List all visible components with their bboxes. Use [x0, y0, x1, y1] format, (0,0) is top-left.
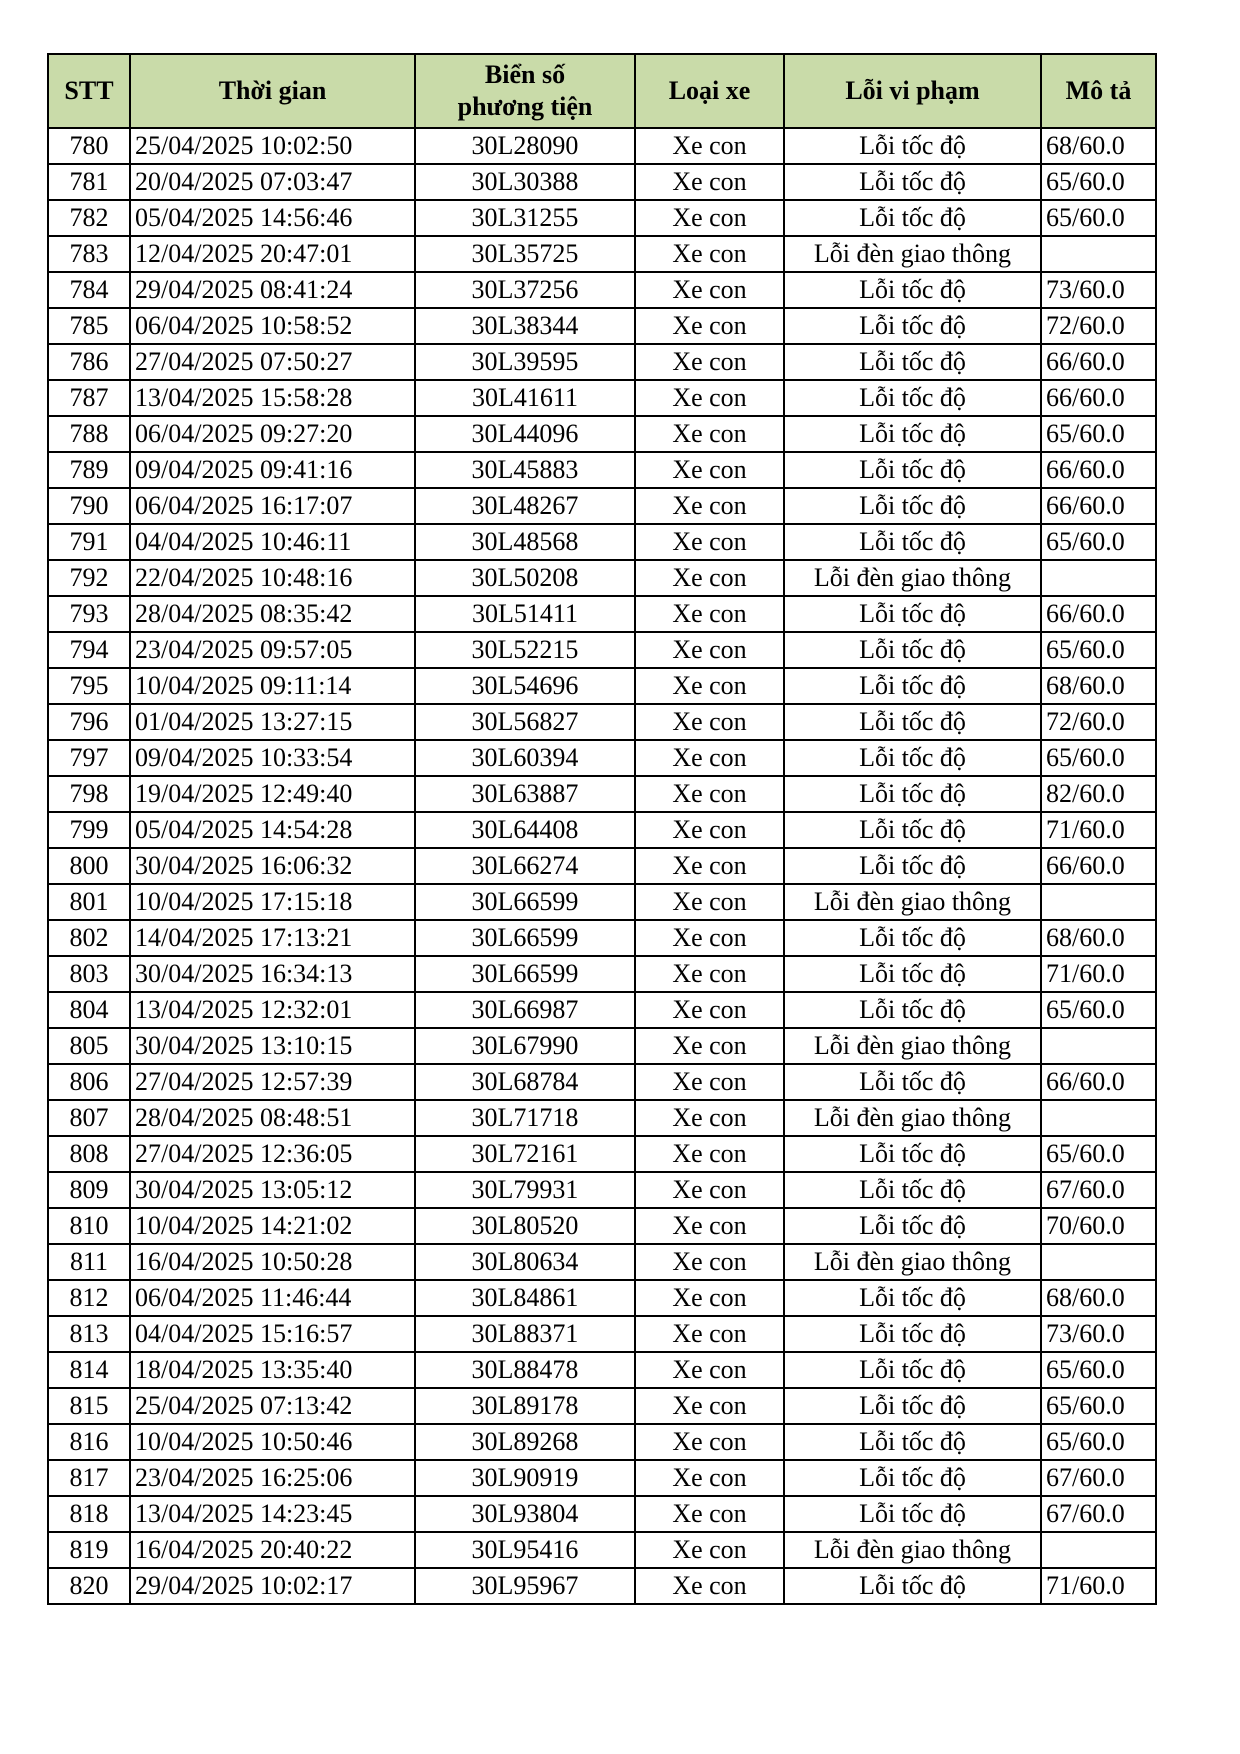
cell-stt: 818 [48, 1496, 130, 1532]
cell-violation: Lỗi tốc độ [784, 668, 1041, 704]
cell-time: 06/04/2025 16:17:07 [130, 488, 415, 524]
cell-time: 05/04/2025 14:56:46 [130, 200, 415, 236]
cell-vehicle-type: Xe con [635, 308, 784, 344]
cell-stt: 808 [48, 1136, 130, 1172]
cell-plate: 30L54696 [415, 668, 635, 704]
cell-plate: 30L84861 [415, 1280, 635, 1316]
cell-plate: 30L48568 [415, 524, 635, 560]
cell-time: 09/04/2025 09:41:16 [130, 452, 415, 488]
cell-stt: 782 [48, 200, 130, 236]
cell-plate: 30L66274 [415, 848, 635, 884]
cell-description [1041, 884, 1156, 920]
table-row [48, 596, 1156, 632]
violations-table [47, 53, 1157, 1605]
cell-time: 22/04/2025 10:48:16 [130, 560, 415, 596]
cell-vehicle-type: Xe con [635, 344, 784, 380]
cell-description: 65/60.0 [1041, 164, 1156, 200]
cell-vehicle-type: Xe con [635, 740, 784, 776]
cell-vehicle-type: Xe con [635, 272, 784, 308]
header-type: Loại xe [635, 54, 784, 128]
cell-stt: 785 [48, 308, 130, 344]
cell-stt: 799 [48, 812, 130, 848]
cell-description: 68/60.0 [1041, 128, 1156, 164]
cell-description: 68/60.0 [1041, 668, 1156, 704]
cell-stt: 802 [48, 920, 130, 956]
cell-time: 06/04/2025 09:27:20 [130, 416, 415, 452]
table-row [48, 1100, 1156, 1136]
header-plate-line1: Biển số [484, 60, 566, 89]
cell-plate: 30L51411 [415, 596, 635, 632]
table-row [48, 1388, 1156, 1424]
table-row [48, 920, 1156, 956]
cell-stt: 804 [48, 992, 130, 1028]
cell-vehicle-type: Xe con [635, 848, 784, 884]
cell-vehicle-type: Xe con [635, 956, 784, 992]
cell-vehicle-type: Xe con [635, 776, 784, 812]
cell-time: 30/04/2025 16:06:32 [130, 848, 415, 884]
cell-violation: Lỗi tốc độ [784, 992, 1041, 1028]
cell-time: 12/04/2025 20:47:01 [130, 236, 415, 272]
cell-vehicle-type: Xe con [635, 596, 784, 632]
cell-description: 65/60.0 [1041, 416, 1156, 452]
cell-vehicle-type: Xe con [635, 416, 784, 452]
cell-plate: 30L30388 [415, 164, 635, 200]
cell-description: 73/60.0 [1041, 272, 1156, 308]
cell-vehicle-type: Xe con [635, 1424, 784, 1460]
cell-description: 65/60.0 [1041, 1424, 1156, 1460]
cell-plate: 30L95416 [415, 1532, 635, 1568]
cell-vehicle-type: Xe con [635, 992, 784, 1028]
cell-plate: 30L50208 [415, 560, 635, 596]
table-row [48, 1316, 1156, 1352]
cell-description: 68/60.0 [1041, 1280, 1156, 1316]
table-row [48, 128, 1156, 164]
cell-description: 71/60.0 [1041, 956, 1156, 992]
cell-stt: 797 [48, 740, 130, 776]
cell-time: 27/04/2025 12:57:39 [130, 1064, 415, 1100]
table-row [48, 560, 1156, 596]
cell-violation: Lỗi đèn giao thông [784, 1028, 1041, 1064]
cell-plate: 30L44096 [415, 416, 635, 452]
table-row [48, 740, 1156, 776]
cell-vehicle-type: Xe con [635, 1316, 784, 1352]
table-row [48, 884, 1156, 920]
cell-time: 06/04/2025 10:58:52 [130, 308, 415, 344]
table-row [48, 1028, 1156, 1064]
cell-violation: Lỗi tốc độ [784, 416, 1041, 452]
cell-plate: 30L66599 [415, 956, 635, 992]
cell-violation: Lỗi đèn giao thông [784, 560, 1041, 596]
cell-stt: 789 [48, 452, 130, 488]
cell-vehicle-type: Xe con [635, 1532, 784, 1568]
table-row [48, 344, 1156, 380]
cell-description: 72/60.0 [1041, 704, 1156, 740]
table-row [48, 956, 1156, 992]
cell-plate: 30L68784 [415, 1064, 635, 1100]
table-row [48, 308, 1156, 344]
cell-description: 68/60.0 [1041, 920, 1156, 956]
cell-stt: 800 [48, 848, 130, 884]
cell-violation: Lỗi tốc độ [784, 200, 1041, 236]
cell-stt: 814 [48, 1352, 130, 1388]
cell-vehicle-type: Xe con [635, 920, 784, 956]
cell-stt: 791 [48, 524, 130, 560]
cell-vehicle-type: Xe con [635, 1028, 784, 1064]
cell-stt: 816 [48, 1424, 130, 1460]
cell-stt: 784 [48, 272, 130, 308]
cell-stt: 805 [48, 1028, 130, 1064]
cell-stt: 812 [48, 1280, 130, 1316]
header-time: Thời gian [130, 54, 415, 128]
cell-vehicle-type: Xe con [635, 236, 784, 272]
table-row [48, 1496, 1156, 1532]
cell-stt: 798 [48, 776, 130, 812]
cell-plate: 30L28090 [415, 128, 635, 164]
cell-plate: 30L71718 [415, 1100, 635, 1136]
cell-description: 67/60.0 [1041, 1172, 1156, 1208]
cell-stt: 810 [48, 1208, 130, 1244]
cell-description: 66/60.0 [1041, 848, 1156, 884]
cell-vehicle-type: Xe con [635, 200, 784, 236]
table-row [48, 812, 1156, 848]
cell-stt: 783 [48, 236, 130, 272]
table-row [48, 1280, 1156, 1316]
cell-description [1041, 1028, 1156, 1064]
cell-time: 10/04/2025 14:21:02 [130, 1208, 415, 1244]
cell-violation: Lỗi tốc độ [784, 1460, 1041, 1496]
cell-plate: 30L45883 [415, 452, 635, 488]
cell-stt: 819 [48, 1532, 130, 1568]
cell-plate: 30L41611 [415, 380, 635, 416]
header-row [48, 54, 1156, 128]
table-row [48, 1064, 1156, 1100]
cell-time: 27/04/2025 07:50:27 [130, 344, 415, 380]
cell-time: 01/04/2025 13:27:15 [130, 704, 415, 740]
table-row [48, 1208, 1156, 1244]
cell-stt: 788 [48, 416, 130, 452]
cell-description [1041, 1244, 1156, 1280]
cell-stt: 807 [48, 1100, 130, 1136]
cell-violation: Lỗi tốc độ [784, 596, 1041, 632]
cell-stt: 795 [48, 668, 130, 704]
cell-stt: 801 [48, 884, 130, 920]
cell-plate: 30L56827 [415, 704, 635, 740]
header-plate [415, 54, 635, 128]
table-row [48, 1172, 1156, 1208]
cell-description: 72/60.0 [1041, 308, 1156, 344]
cell-stt: 809 [48, 1172, 130, 1208]
cell-time: 29/04/2025 10:02:17 [130, 1568, 415, 1604]
cell-plate: 30L80634 [415, 1244, 635, 1280]
cell-description: 65/60.0 [1041, 740, 1156, 776]
cell-plate: 30L38344 [415, 308, 635, 344]
cell-violation: Lỗi tốc độ [784, 812, 1041, 848]
cell-plate: 30L66599 [415, 920, 635, 956]
cell-description: 65/60.0 [1041, 1352, 1156, 1388]
cell-plate: 30L52215 [415, 632, 635, 668]
table-row [48, 992, 1156, 1028]
table-row [48, 776, 1156, 812]
cell-stt: 793 [48, 596, 130, 632]
cell-vehicle-type: Xe con [635, 560, 784, 596]
cell-stt: 803 [48, 956, 130, 992]
table-header [48, 54, 1156, 128]
cell-time: 16/04/2025 10:50:28 [130, 1244, 415, 1280]
header-desc: Mô tả [1041, 54, 1156, 128]
table-row [48, 848, 1156, 884]
cell-violation: Lỗi tốc độ [784, 920, 1041, 956]
cell-time: 10/04/2025 17:15:18 [130, 884, 415, 920]
cell-violation: Lỗi tốc độ [784, 344, 1041, 380]
cell-plate: 30L88478 [415, 1352, 635, 1388]
cell-stt: 811 [48, 1244, 130, 1280]
cell-plate: 30L95967 [415, 1568, 635, 1604]
cell-plate: 30L90919 [415, 1460, 635, 1496]
cell-vehicle-type: Xe con [635, 1136, 784, 1172]
cell-plate: 30L60394 [415, 740, 635, 776]
cell-time: 09/04/2025 10:33:54 [130, 740, 415, 776]
cell-vehicle-type: Xe con [635, 1568, 784, 1604]
cell-description: 71/60.0 [1041, 812, 1156, 848]
cell-violation: Lỗi tốc độ [784, 1568, 1041, 1604]
cell-violation: Lỗi tốc độ [784, 452, 1041, 488]
cell-vehicle-type: Xe con [635, 1100, 784, 1136]
cell-description: 65/60.0 [1041, 632, 1156, 668]
cell-time: 27/04/2025 12:36:05 [130, 1136, 415, 1172]
table-row [48, 1352, 1156, 1388]
cell-plate: 30L72161 [415, 1136, 635, 1172]
cell-plate: 30L48267 [415, 488, 635, 524]
cell-description: 66/60.0 [1041, 1064, 1156, 1100]
table-row [48, 488, 1156, 524]
cell-time: 30/04/2025 16:34:13 [130, 956, 415, 992]
cell-plate: 30L39595 [415, 344, 635, 380]
cell-vehicle-type: Xe con [635, 632, 784, 668]
cell-violation: Lỗi tốc độ [784, 1352, 1041, 1388]
header-stt: STT [48, 54, 130, 128]
table-row [48, 704, 1156, 740]
cell-time: 16/04/2025 20:40:22 [130, 1532, 415, 1568]
cell-vehicle-type: Xe con [635, 1352, 784, 1388]
cell-vehicle-type: Xe con [635, 704, 784, 740]
cell-vehicle-type: Xe con [635, 1064, 784, 1100]
cell-violation: Lỗi đèn giao thông [784, 1244, 1041, 1280]
table-body [48, 128, 1156, 1604]
cell-vehicle-type: Xe con [635, 164, 784, 200]
cell-vehicle-type: Xe con [635, 488, 784, 524]
cell-stt: 796 [48, 704, 130, 740]
table-row [48, 452, 1156, 488]
cell-time: 04/04/2025 10:46:11 [130, 524, 415, 560]
cell-time: 18/04/2025 13:35:40 [130, 1352, 415, 1388]
cell-violation: Lỗi đèn giao thông [784, 236, 1041, 272]
cell-vehicle-type: Xe con [635, 1388, 784, 1424]
cell-time: 20/04/2025 07:03:47 [130, 164, 415, 200]
cell-time: 10/04/2025 09:11:14 [130, 668, 415, 704]
cell-violation: Lỗi tốc độ [784, 1136, 1041, 1172]
cell-vehicle-type: Xe con [635, 1208, 784, 1244]
cell-stt: 794 [48, 632, 130, 668]
cell-violation: Lỗi tốc độ [784, 632, 1041, 668]
table-row [48, 1532, 1156, 1568]
cell-violation: Lỗi tốc độ [784, 1208, 1041, 1244]
cell-description: 66/60.0 [1041, 344, 1156, 380]
cell-time: 14/04/2025 17:13:21 [130, 920, 415, 956]
cell-vehicle-type: Xe con [635, 1460, 784, 1496]
table-row [48, 272, 1156, 308]
table-row [48, 380, 1156, 416]
cell-violation: Lỗi tốc độ [784, 848, 1041, 884]
cell-plate: 30L80520 [415, 1208, 635, 1244]
cell-plate: 30L66599 [415, 884, 635, 920]
cell-description: 66/60.0 [1041, 596, 1156, 632]
cell-time: 19/04/2025 12:49:40 [130, 776, 415, 812]
cell-time: 13/04/2025 15:58:28 [130, 380, 415, 416]
cell-plate: 30L37256 [415, 272, 635, 308]
cell-violation: Lỗi tốc độ [784, 740, 1041, 776]
cell-time: 13/04/2025 14:23:45 [130, 1496, 415, 1532]
cell-stt: 792 [48, 560, 130, 596]
cell-violation: Lỗi đèn giao thông [784, 884, 1041, 920]
cell-description: 70/60.0 [1041, 1208, 1156, 1244]
cell-violation: Lỗi đèn giao thông [784, 1100, 1041, 1136]
cell-description: 65/60.0 [1041, 992, 1156, 1028]
cell-time: 28/04/2025 08:48:51 [130, 1100, 415, 1136]
cell-stt: 813 [48, 1316, 130, 1352]
header-plate-line2: phương tiện [457, 92, 593, 121]
cell-description [1041, 1100, 1156, 1136]
cell-stt: 786 [48, 344, 130, 380]
cell-vehicle-type: Xe con [635, 812, 784, 848]
table-row [48, 164, 1156, 200]
table-row [48, 632, 1156, 668]
cell-plate: 30L67990 [415, 1028, 635, 1064]
cell-violation: Lỗi tốc độ [784, 272, 1041, 308]
cell-time: 30/04/2025 13:05:12 [130, 1172, 415, 1208]
table-row [48, 1136, 1156, 1172]
cell-plate: 30L64408 [415, 812, 635, 848]
cell-vehicle-type: Xe con [635, 524, 784, 560]
cell-description: 82/60.0 [1041, 776, 1156, 812]
table-row [48, 416, 1156, 452]
cell-plate: 30L63887 [415, 776, 635, 812]
cell-description [1041, 560, 1156, 596]
cell-time: 23/04/2025 09:57:05 [130, 632, 415, 668]
cell-description: 66/60.0 [1041, 488, 1156, 524]
cell-vehicle-type: Xe con [635, 884, 784, 920]
table-row [48, 1460, 1156, 1496]
cell-stt: 780 [48, 128, 130, 164]
cell-violation: Lỗi tốc độ [784, 308, 1041, 344]
cell-violation: Lỗi tốc độ [784, 1172, 1041, 1208]
cell-description [1041, 1532, 1156, 1568]
table-row [48, 668, 1156, 704]
cell-stt: 787 [48, 380, 130, 416]
cell-time: 06/04/2025 11:46:44 [130, 1280, 415, 1316]
cell-time: 30/04/2025 13:10:15 [130, 1028, 415, 1064]
cell-plate: 30L35725 [415, 236, 635, 272]
cell-vehicle-type: Xe con [635, 452, 784, 488]
cell-time: 25/04/2025 07:13:42 [130, 1388, 415, 1424]
cell-violation: Lỗi tốc độ [784, 1496, 1041, 1532]
cell-plate: 30L93804 [415, 1496, 635, 1532]
cell-violation: Lỗi tốc độ [784, 1316, 1041, 1352]
cell-vehicle-type: Xe con [635, 1172, 784, 1208]
cell-description: 65/60.0 [1041, 1136, 1156, 1172]
cell-violation: Lỗi tốc độ [784, 776, 1041, 812]
cell-violation: Lỗi tốc độ [784, 164, 1041, 200]
cell-violation: Lỗi tốc độ [784, 128, 1041, 164]
cell-time: 29/04/2025 08:41:24 [130, 272, 415, 308]
cell-violation: Lỗi tốc độ [784, 1388, 1041, 1424]
cell-violation: Lỗi tốc độ [784, 1424, 1041, 1460]
cell-description: 66/60.0 [1041, 380, 1156, 416]
cell-violation: Lỗi tốc độ [784, 1280, 1041, 1316]
cell-description: 65/60.0 [1041, 1388, 1156, 1424]
cell-stt: 817 [48, 1460, 130, 1496]
cell-description: 67/60.0 [1041, 1460, 1156, 1496]
header-error: Lỗi vi phạm [784, 54, 1041, 128]
cell-description: 65/60.0 [1041, 200, 1156, 236]
cell-stt: 820 [48, 1568, 130, 1604]
cell-description: 66/60.0 [1041, 452, 1156, 488]
cell-plate: 30L89178 [415, 1388, 635, 1424]
cell-time: 13/04/2025 12:32:01 [130, 992, 415, 1028]
table-row [48, 200, 1156, 236]
cell-violation: Lỗi tốc độ [784, 956, 1041, 992]
table-row [48, 236, 1156, 272]
cell-vehicle-type: Xe con [635, 668, 784, 704]
cell-vehicle-type: Xe con [635, 1244, 784, 1280]
cell-time: 05/04/2025 14:54:28 [130, 812, 415, 848]
cell-violation: Lỗi tốc độ [784, 488, 1041, 524]
cell-plate: 30L79931 [415, 1172, 635, 1208]
cell-vehicle-type: Xe con [635, 380, 784, 416]
cell-violation: Lỗi tốc độ [784, 1064, 1041, 1100]
cell-vehicle-type: Xe con [635, 1496, 784, 1532]
cell-violation: Lỗi tốc độ [784, 524, 1041, 560]
cell-stt: 806 [48, 1064, 130, 1100]
cell-description [1041, 236, 1156, 272]
cell-vehicle-type: Xe con [635, 128, 784, 164]
cell-stt: 790 [48, 488, 130, 524]
cell-time: 23/04/2025 16:25:06 [130, 1460, 415, 1496]
cell-violation: Lỗi tốc độ [784, 380, 1041, 416]
cell-time: 10/04/2025 10:50:46 [130, 1424, 415, 1460]
table-row [48, 524, 1156, 560]
cell-stt: 815 [48, 1388, 130, 1424]
cell-description: 71/60.0 [1041, 1568, 1156, 1604]
cell-vehicle-type: Xe con [635, 1280, 784, 1316]
cell-description: 73/60.0 [1041, 1316, 1156, 1352]
table-row [48, 1424, 1156, 1460]
cell-description: 67/60.0 [1041, 1496, 1156, 1532]
cell-violation: Lỗi tốc độ [784, 704, 1041, 740]
cell-description: 65/60.0 [1041, 524, 1156, 560]
cell-time: 25/04/2025 10:02:50 [130, 128, 415, 164]
table-row [48, 1568, 1156, 1604]
cell-stt: 781 [48, 164, 130, 200]
cell-plate: 30L31255 [415, 200, 635, 236]
cell-time: 04/04/2025 15:16:57 [130, 1316, 415, 1352]
cell-plate: 30L89268 [415, 1424, 635, 1460]
cell-time: 28/04/2025 08:35:42 [130, 596, 415, 632]
cell-plate: 30L88371 [415, 1316, 635, 1352]
cell-plate: 30L66987 [415, 992, 635, 1028]
cell-violation: Lỗi đèn giao thông [784, 1532, 1041, 1568]
table-row [48, 1244, 1156, 1280]
